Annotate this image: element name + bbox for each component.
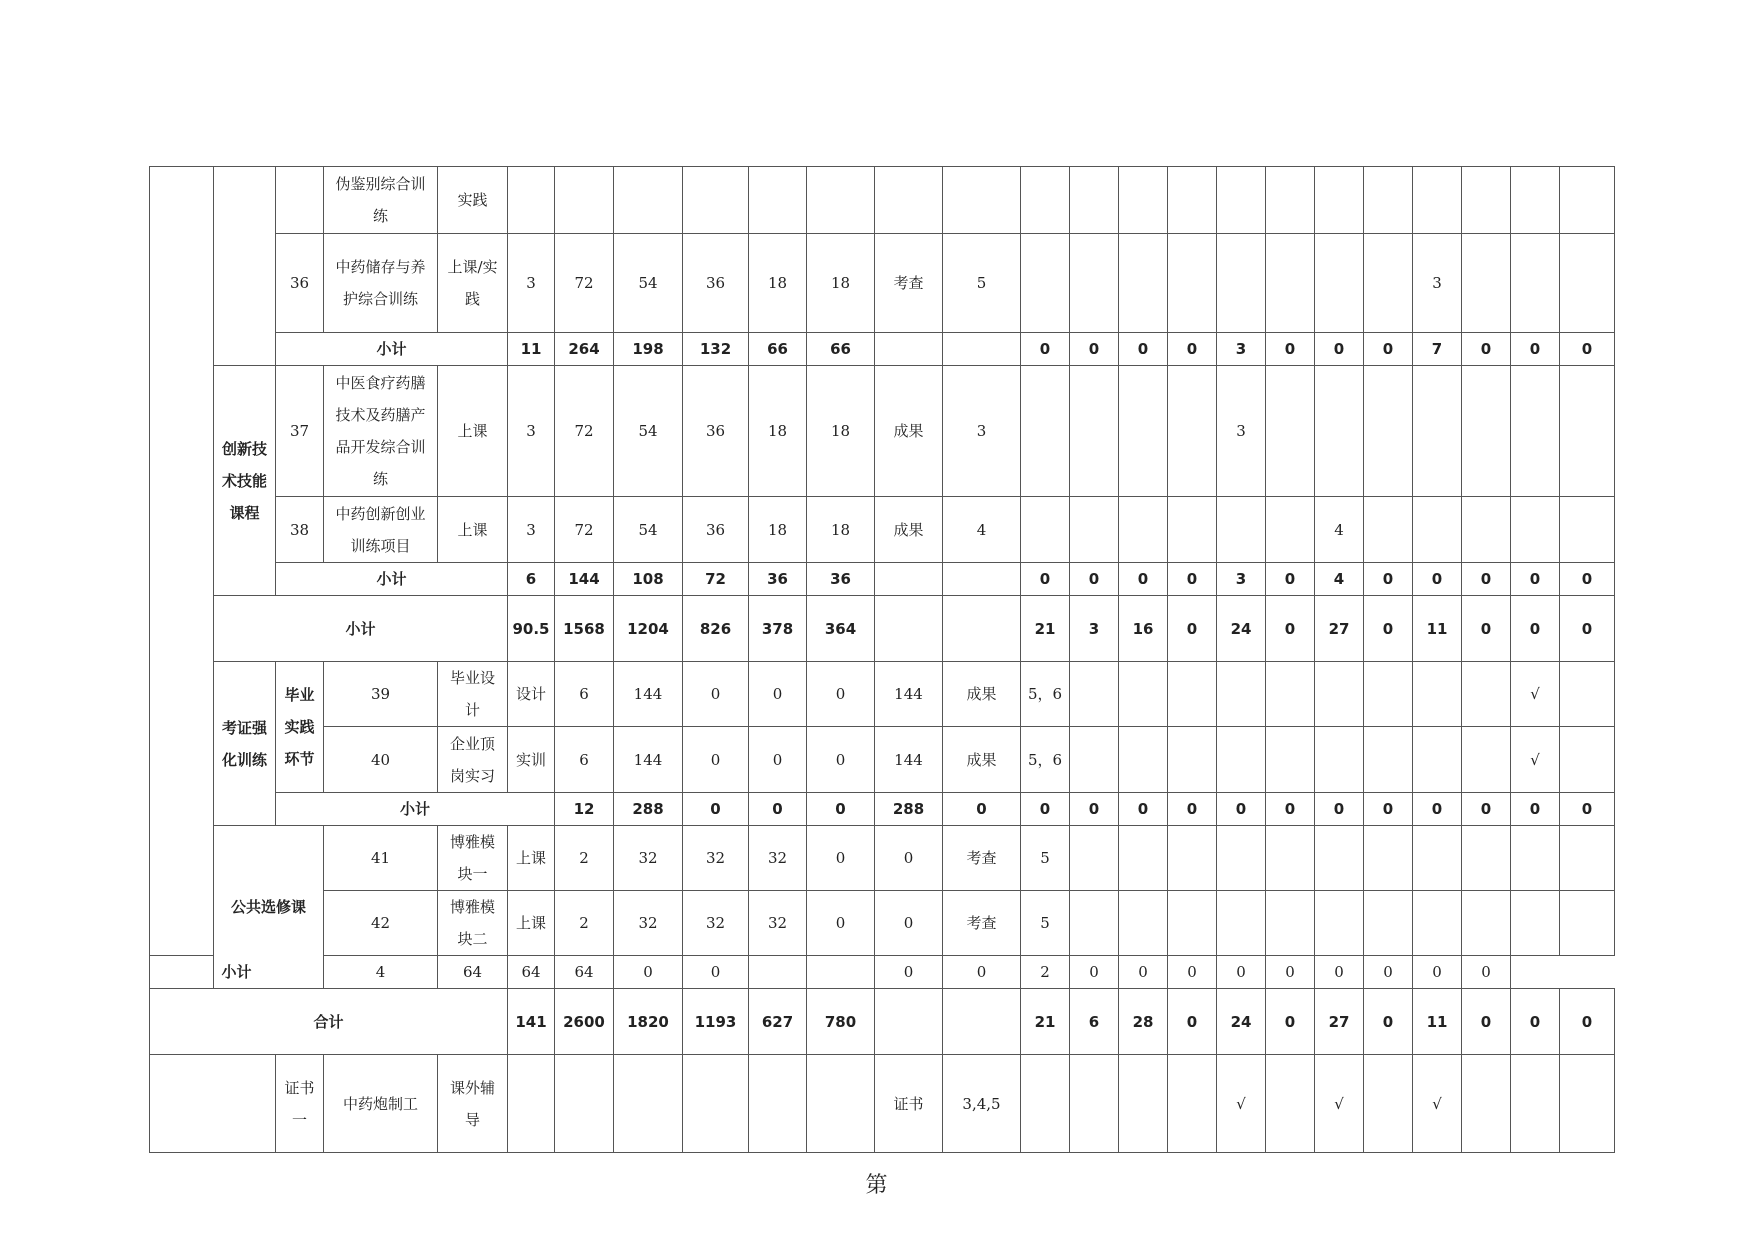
- course-no: 42: [324, 891, 438, 956]
- term: 4: [943, 497, 1021, 563]
- subtotal-label: 小计: [276, 333, 508, 366]
- course-name: 毕业设计: [438, 662, 508, 727]
- term: 5: [1021, 826, 1070, 891]
- assessment: 考查: [943, 891, 1021, 956]
- assessment: 成果: [875, 497, 943, 563]
- course-no: 36: [276, 234, 324, 333]
- course-plan-table: [149, 166, 1615, 1153]
- course-mode: 设计: [508, 662, 555, 727]
- check-mark: √: [1217, 1055, 1266, 1153]
- category-graduation-practice: 毕业实践环节: [276, 662, 324, 793]
- table-row: [150, 234, 1615, 333]
- check-mark: √: [1511, 662, 1560, 727]
- table-row: [150, 167, 1615, 234]
- course-name: 博雅模块二: [438, 891, 508, 956]
- credits: 3: [508, 234, 555, 333]
- assessment: 成果: [875, 366, 943, 497]
- total-row: 合计 141 2600 1820 1193 627 780 21 6 28 0 24 0 27 0 11 0 0 0: [150, 989, 1615, 1055]
- subtotal-label: 小计: [276, 793, 555, 826]
- table-row: 38 中药创新创业训练项目 上课 3 72 54 36 18 18 成果 4 4: [150, 497, 1615, 563]
- course-mode: 上课: [508, 891, 555, 956]
- table-row: 42 博雅模块二 上课 2 32 32 32 0 0 考查 5: [150, 891, 1615, 956]
- course-name: 中药创新创业训练项目: [324, 497, 438, 563]
- table-row: 公共选修课 41 博雅模块一 上课 2 32 32 32 0 0 考查 5: [150, 826, 1615, 891]
- course-no: 38: [276, 497, 324, 563]
- course-mode: 实践: [438, 167, 508, 234]
- hours-col-6: 18: [807, 234, 875, 333]
- total-label: 合计: [150, 989, 508, 1055]
- check-mark: √: [1511, 727, 1560, 793]
- certificate-no: 证书一: [276, 1055, 324, 1153]
- certificate-mode: 课外辅导: [438, 1055, 508, 1153]
- semester-9: 3: [1413, 234, 1462, 333]
- subtotal-row: 小计 4 64 64 64 0 0 0 0 2 0 0 0 0 0 0 0 0 0: [150, 956, 1615, 989]
- term: 3: [943, 366, 1021, 497]
- table-row: 考证强化训练 毕业实践环节 39 毕业设计 设计 6 144 0 0 0 144 成果 5，6 √: [150, 662, 1615, 727]
- hours-col-5: 18: [749, 234, 807, 333]
- subtotal-row: 小计 12 288 0 0 0 288 0 0 0 0 0 0 0 0 0 0 0 0 0: [150, 793, 1615, 826]
- course-name: 中药储存与养护综合训练: [324, 234, 438, 333]
- assessment: 考查: [943, 826, 1021, 891]
- check-mark: √: [1315, 1055, 1364, 1153]
- term: 5，6: [1021, 662, 1070, 727]
- course-mode: 上课: [438, 497, 508, 563]
- term: 5，6: [1021, 727, 1070, 793]
- course-no: 39: [324, 662, 438, 727]
- course-mode: 上课: [508, 826, 555, 891]
- course-no: 40: [324, 727, 438, 793]
- course-no: 41: [324, 826, 438, 891]
- term: 3,4,5: [943, 1055, 1021, 1153]
- semester-7: 4: [1315, 497, 1364, 563]
- course-name: 企业顶岗实习: [438, 727, 508, 793]
- assessment: 成果: [943, 662, 1021, 727]
- course-mode: 上课/实践: [438, 234, 508, 333]
- hours-col-4: 36: [683, 234, 749, 333]
- assessment: 考查: [875, 234, 943, 333]
- course-name: 博雅模块一: [438, 826, 508, 891]
- subtotal-label: 小计: [276, 563, 508, 596]
- term: 5: [943, 234, 1021, 333]
- category-exam-training: 考证强化训练: [214, 662, 276, 826]
- page-footer: 第: [865, 1173, 888, 1198]
- semester-5: 3: [1217, 366, 1266, 497]
- hours-col-3: 54: [614, 234, 683, 333]
- assessment: 成果: [943, 727, 1021, 793]
- course-name: 中医食疗药膳技术及药膳产品开发综合训练: [324, 366, 438, 497]
- subtotal-row: 小计 6 144 108 72 36 36 0 0 0 0 3 0 4 0 0 0 0 0: [150, 563, 1615, 596]
- certificate-name: 中药炮制工: [324, 1055, 438, 1153]
- course-mode: 实训: [508, 727, 555, 793]
- subtotal-row: 小计 90.5 1568 1204 826 378 364 21 3 16 0 24 0 27 0 11 0 0 0: [150, 596, 1615, 662]
- subtotal-row: 小计 11 264 198 132 66 66 0 0 0 0 3 0 0 0 7 0 0 0: [150, 333, 1615, 366]
- assessment: 证书: [875, 1055, 943, 1153]
- subtotal-label: 小计: [150, 956, 324, 989]
- term: 5: [1021, 891, 1070, 956]
- table-row: 创新技术技能课程 37 中医食疗药膳技术及药膳产品开发综合训练 上课 3 72 54 36 18 18 成果 3 3: [150, 366, 1615, 497]
- category-cell-blank: [150, 167, 214, 956]
- category-innovation: 创新技术技能课程: [214, 366, 276, 596]
- subtotal-label: 小计: [214, 596, 508, 662]
- course-no: 37: [276, 366, 324, 497]
- course-mode: 上课: [438, 366, 508, 497]
- category-public-elective: 公共选修课: [214, 826, 324, 989]
- check-mark: √: [1413, 1055, 1462, 1153]
- total-hours: 72: [555, 234, 614, 333]
- subcategory-cell-blank: [214, 167, 276, 366]
- course-name: 伪鉴别综合训练: [324, 167, 438, 234]
- certificate-row: [150, 1055, 1615, 1153]
- table-row: 40 企业顶岗实习 实训 6 144 0 0 0 144 成果 5，6 √: [150, 727, 1615, 793]
